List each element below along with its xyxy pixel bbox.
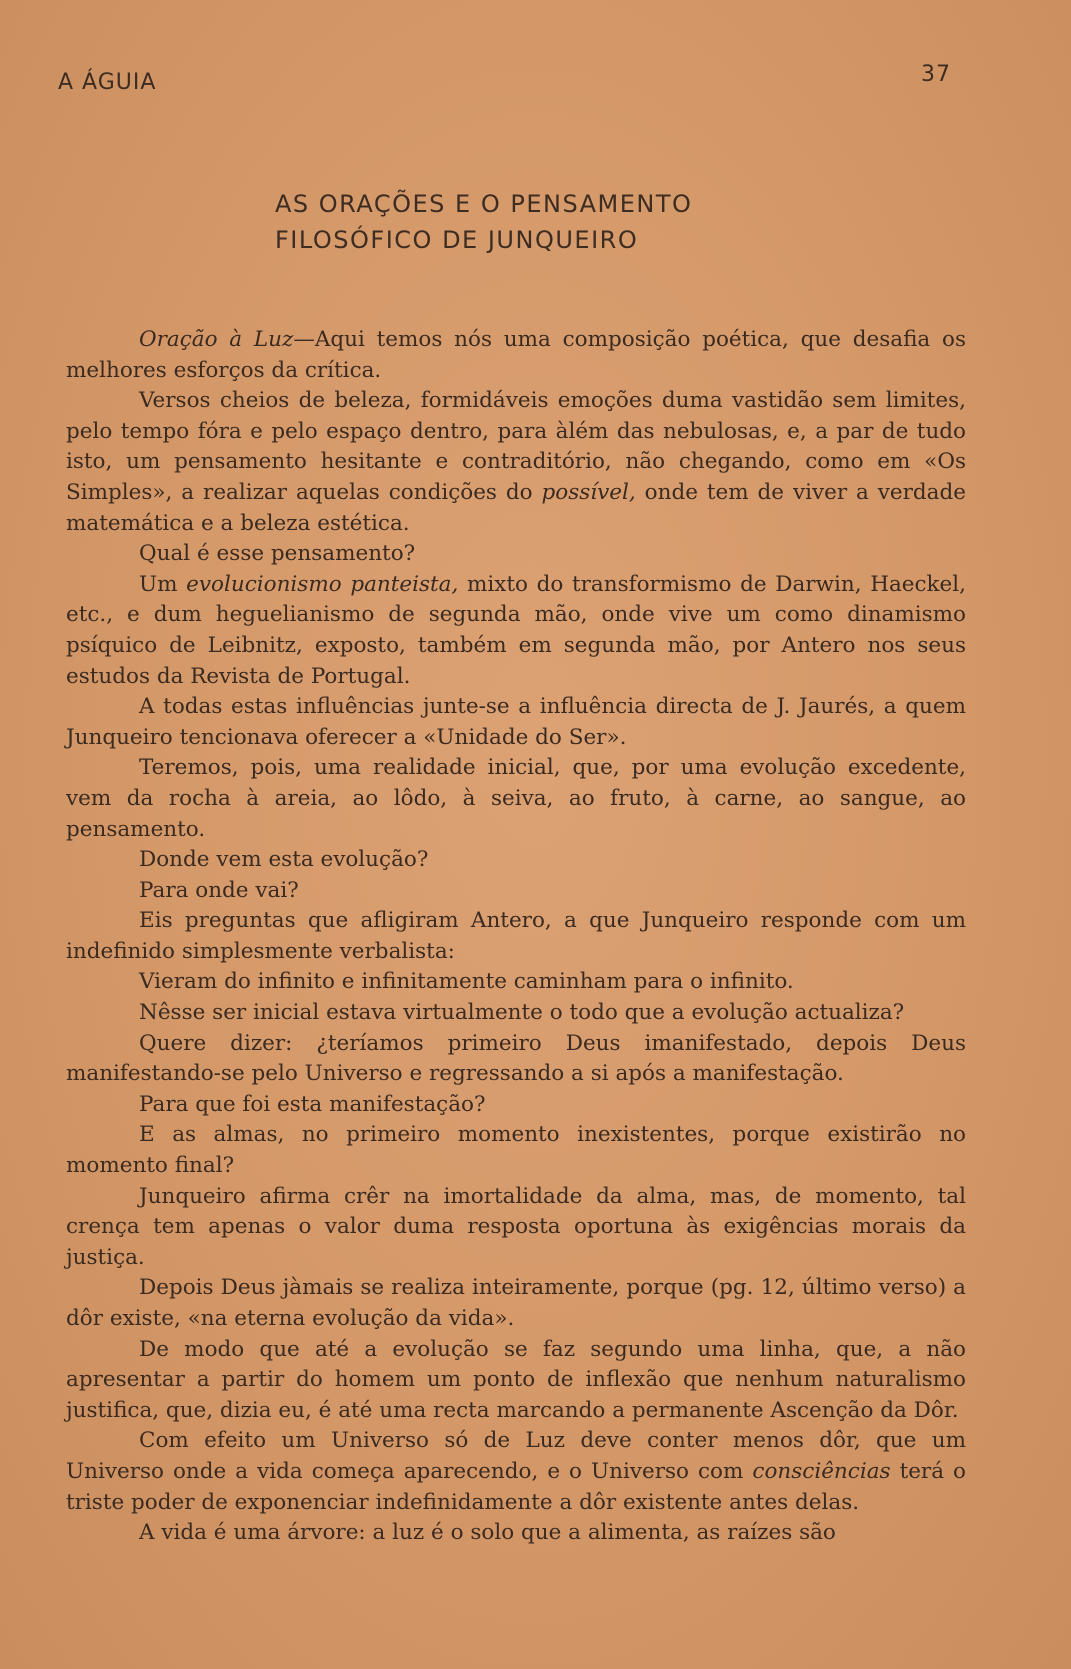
journal-name: A ÁGUIA (58, 70, 157, 95)
title-line-2: FILOSÓFICO DE JUNQUEIRO (275, 226, 639, 254)
paragraph: Junqueiro afirma crêr na imortalidade da alma, mas, de momento, tal crença tem apenas o valor duma resposta oportuna às exigências morais da justiça. (66, 1183, 966, 1270)
paragraph-text: —Aqui temos nós uma composição poética, que desafia os melhores esforços da crítica. (66, 327, 966, 383)
title-line-1: AS ORAÇÕES E O PENSAMENTO (275, 190, 693, 218)
italic-text: consciências (752, 1458, 891, 1484)
paragraph-text: Um (139, 571, 187, 597)
paragraph-text: Com efeito um Universo só de Luz deve conter menos dôr, que um Universo onde a vida começa aparecendo, e o Universo com (66, 1428, 966, 1484)
paragraph: A todas estas influências junte-se a influência directa de J. Jaurés, a quem Junqueiro tencionava oferecer a «Unidade do Ser». (66, 694, 966, 750)
running-header (58, 62, 951, 95)
paragraph: Qual é esse pensamento? (139, 541, 416, 567)
paragraph: Quere dizer: ¿teríamos primeiro Deus imanifestado, depois Deus manifestando-se pelo Universo e regressando a si após a manifestação. (66, 1030, 966, 1087)
paragraph: Donde vem esta evolução? (139, 847, 429, 873)
article-body (66, 325, 966, 1549)
paragraph (66, 570, 966, 692)
article-title (275, 186, 795, 258)
paragraph-text: Versos cheios de beleza, formidáveis emoções duma vastidão sem limites, pelo tempo fóra e pelo espaço dentro, para àlém das nebulosas, e, a par de tudo isto, um pensamento hesitante e contraditório, não chegando, como em «Os Simples», a realizar aquelas condições do (66, 388, 966, 505)
paragraph: Eis preguntas que afligiram Antero, a que Junqueiro responde com um indefinido simplesmente verbalista: (66, 908, 966, 964)
italic-text: possível, (541, 479, 636, 505)
paragraph: Vieram do infinito e infinitamente caminham para o infinito. (139, 969, 794, 995)
italic-text: evolucionismo panteista, (186, 571, 459, 597)
italic-text: Oração à Luz (139, 327, 294, 352)
paragraph: Nêsse ser inicial estava virtualmente o todo que a evolução actualiza? (139, 1000, 905, 1026)
paragraph-text: terá o triste poder de exponenciar indefinidamente a dôr existente antes delas. (66, 1458, 966, 1515)
paragraph (66, 1426, 966, 1518)
paragraph: Para que foi esta manifestação? (139, 1091, 486, 1117)
page-number: 37 (921, 62, 951, 87)
paragraph: E as almas, no primeiro momento inexistentes, porque existirão no momento final? (66, 1122, 966, 1179)
paragraph (66, 386, 966, 539)
paragraph: A vida é uma árvore: a luz é o solo que a alimenta, as raízes são (139, 1520, 836, 1546)
paragraph: Depois Deus jàmais se realiza inteiramente, porque (pg. 12, último verso) a dôr existe, «na eterna evolução da vida». (66, 1275, 966, 1331)
paragraph: Teremos, pois, uma realidade inicial, que, por uma evolução excedente, vem da rocha à areia, ao lôdo, à seiva, ao fruto, à carne, ao sangue, ao pensamento. (66, 755, 966, 842)
paragraph (66, 325, 966, 386)
paragraph: Para onde vai? (139, 877, 299, 903)
paragraph-text: mixto do transformismo de Darwin, Haeckel, etc., e dum heguelianismo de segunda mão, onde vive um como dinamismo psíquico de Leibnitz, exposto, também em segunda mão, por Antero nos seus estudos da Revista de Portugal. (66, 571, 966, 689)
paragraph-text: onde tem de viver a verdade matemática e a beleza estética. (66, 479, 966, 536)
paragraph: De modo que até a evolução se faz segundo uma linha, que, a não apresentar a partir do homem um ponto de inflexão que nenhum naturalismo justifica, que, dizia eu, é até uma recta marcando a permanente Ascenção da Dôr. (66, 1336, 966, 1423)
